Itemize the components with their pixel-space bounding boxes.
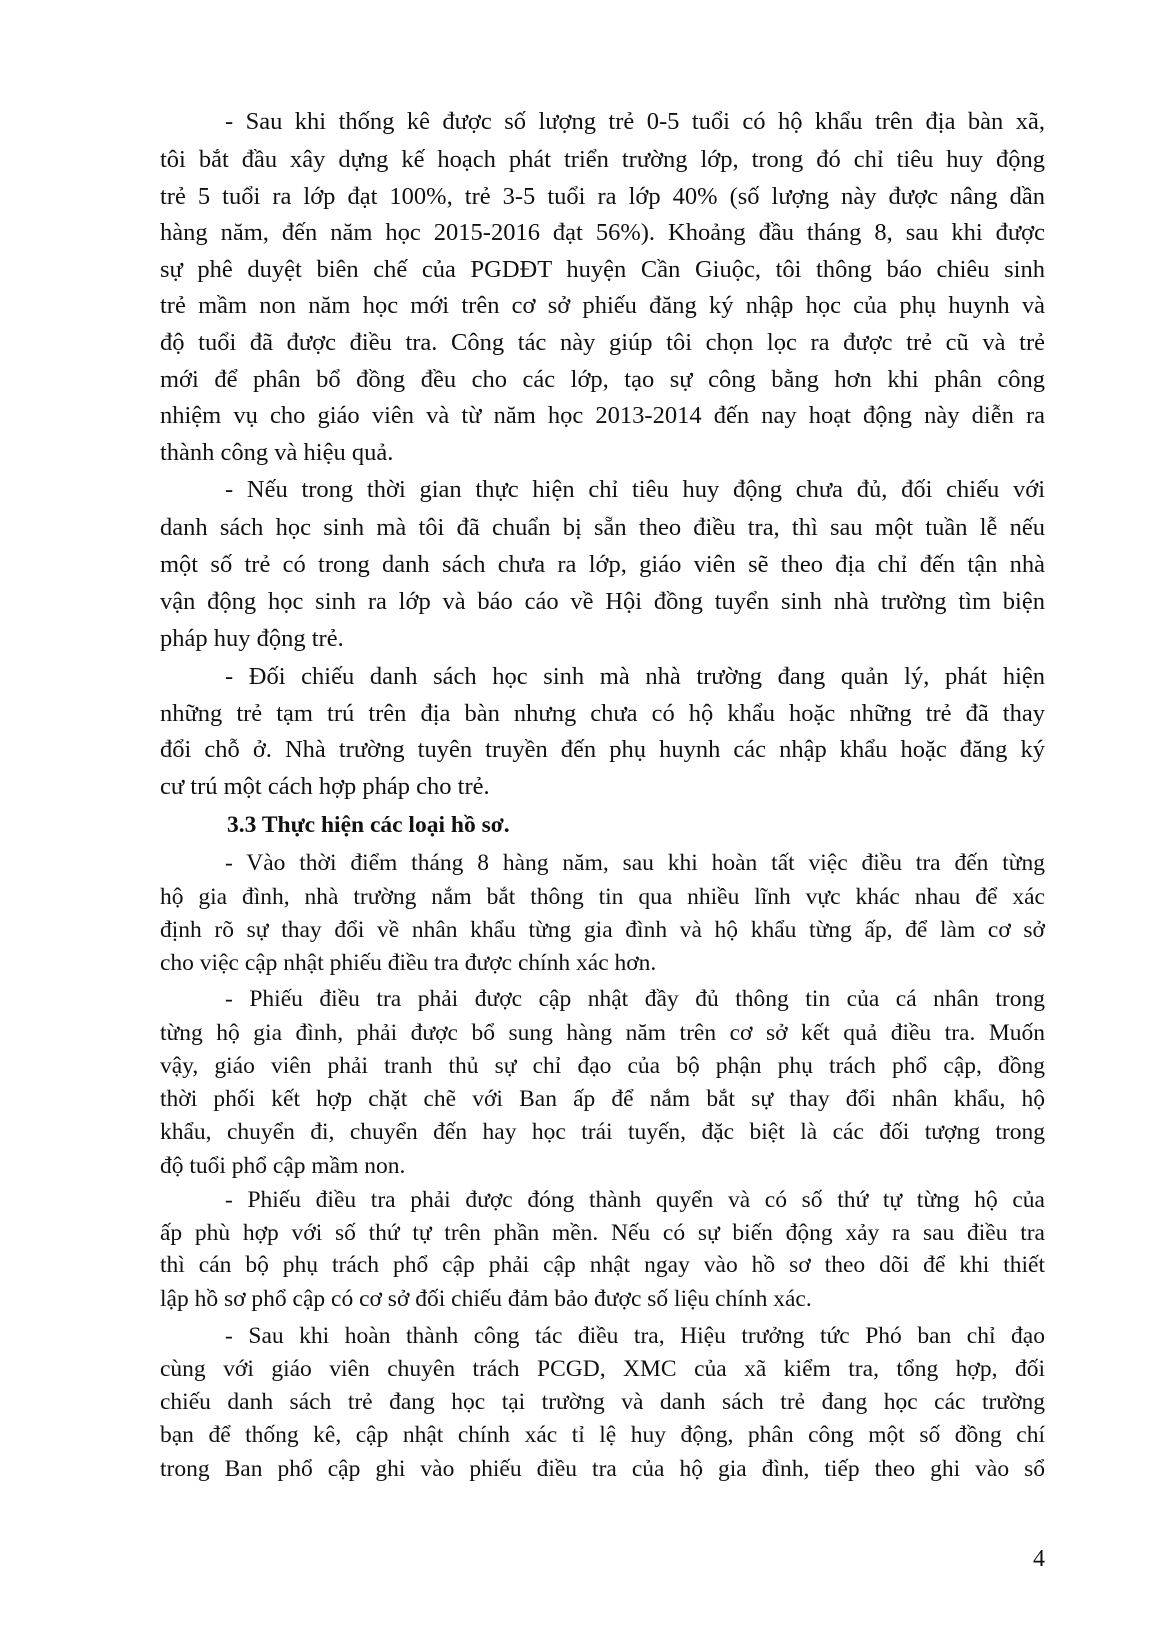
- text-line: sự phê duyệt biên chế của PGDĐT huyện Cần Giuộc, tôi thông báo chiêu sinh: [160, 256, 1045, 283]
- text-line: - Phiếu điều tra phải được đóng thành quyển và có số thứ tự từng hộ của: [225, 1187, 1045, 1213]
- section-heading: 3.3 Thực hiện các loại hồ sơ.: [227, 812, 510, 838]
- text-line: thời phối kết hợp chặt chẽ với Ban ấp để nắm bắt sự thay đổi nhân khẩu, hộ: [160, 1086, 1045, 1112]
- text-line: khẩu, chuyển đi, chuyển đến hay học trái tuyến, đặc biệt là các đối tượng trong: [160, 1119, 1045, 1145]
- text-line: cư trú một cách hợp pháp cho trẻ.: [160, 773, 490, 800]
- text-line: - Phiếu điều tra phải được cập nhật đầy đủ thông tin của cá nhân trong: [225, 986, 1045, 1012]
- text-line: vậy, giáo viên phải tranh thủ sự chỉ đạo của bộ phận phụ trách phổ cập, đồng: [160, 1053, 1045, 1079]
- text-line: cho việc cập nhật phiếu điều tra được chính xác hơn.: [160, 950, 657, 976]
- text-line: định rõ sự thay đổi về nhân khẩu từng gia đình và hộ khẩu từng ấp, để làm cơ sở: [160, 917, 1045, 943]
- text-line: - Đối chiếu danh sách học sinh mà nhà trường đang quản lý, phát hiện: [225, 663, 1045, 690]
- text-line: đổi chỗ ở. Nhà trường tuyên truyền đến phụ huynh các nhập khẩu hoặc đăng ký: [160, 736, 1045, 763]
- text-line: một số trẻ có trong danh sách chưa ra lớp, giáo viên sẽ theo địa chỉ đến tận nhà: [160, 551, 1045, 578]
- page-number: 4: [1033, 1546, 1045, 1572]
- text-line: - Vào thời điểm tháng 8 hàng năm, sau khi hoàn tất việc điều tra đến từng: [225, 850, 1045, 876]
- text-line: - Sau khi hoàn thành công tác điều tra, Hiệu trưởng tức Phó ban chỉ đạo: [225, 1323, 1045, 1349]
- text-line: độ tuổi đã được điều tra. Công tác này giúp tôi chọn lọc ra được trẻ cũ và trẻ: [160, 329, 1045, 356]
- text-line: trẻ 5 tuổi ra lớp đạt 100%, trẻ 3-5 tuổi ra lớp 40% (số lượng này được nâng dần: [160, 183, 1045, 210]
- text-line: - Nếu trong thời gian thực hiện chỉ tiêu huy động chưa đủ, đối chiếu với: [225, 476, 1045, 503]
- text-line: hộ gia đình, nhà trường nắm bắt thông tin qua nhiều lĩnh vực khác nhau để xác: [160, 884, 1045, 910]
- text-line: trong Ban phổ cập ghi vào phiếu điều tra của hộ gia đình, tiếp theo ghi vào sổ: [160, 1456, 1045, 1482]
- text-line: thì cán bộ phụ trách phổ cập phải cập nhật ngay vào hồ sơ theo dõi để khi thiết: [160, 1252, 1045, 1278]
- text-line: thành công và hiệu quả.: [160, 439, 394, 466]
- text-line: hàng năm, đến năm học 2015-2016 đạt 56%). Khoảng đầu tháng 8, sau khi được: [160, 219, 1045, 246]
- text-line: từng hộ gia đình, phải được bổ sung hàng năm trên cơ sở kết quả điều tra. Muốn: [160, 1020, 1045, 1046]
- text-line: vận động học sinh ra lớp và báo cáo về Hội đồng tuyển sinh nhà trường tìm biện: [160, 588, 1045, 615]
- text-line: bạn để thống kê, cập nhật chính xác tỉ lệ huy động, phân công một số đồng chí: [160, 1422, 1045, 1448]
- text-line: ấp phù hợp với số thứ tự trên phần mền. Nếu có sự biến động xảy ra sau điều tra: [160, 1220, 1045, 1246]
- text-line: - Sau khi thống kê được số lượng trẻ 0-5 tuổi có hộ khẩu trên địa bàn xã,: [225, 108, 1045, 135]
- text-line: tôi bắt đầu xây dựng kế hoạch phát triển trường lớp, trong đó chỉ tiêu huy động: [160, 146, 1045, 173]
- text-line: danh sách học sinh mà tôi đã chuẩn bị sẵn theo điều tra, thì sau một tuần lễ nếu: [160, 514, 1045, 541]
- text-line: trẻ mầm non năm học mới trên cơ sở phiếu đăng ký nhập học của phụ huynh và: [160, 292, 1045, 319]
- text-line: lập hồ sơ phổ cập có cơ sở đối chiếu đảm bảo được số liệu chính xác.: [160, 1286, 812, 1312]
- text-line: những trẻ tạm trú trên địa bàn nhưng chưa có hộ khẩu hoặc những trẻ đã thay: [160, 700, 1045, 727]
- text-line: cùng với giáo viên chuyên trách PCGD, XMC của xã kiểm tra, tổng hợp, đối: [160, 1356, 1045, 1382]
- text-line: nhiệm vụ cho giáo viên và từ năm học 2013-2014 đến nay hoạt động này diễn ra: [160, 402, 1045, 429]
- text-line: mới để phân bổ đồng đều cho các lớp, tạo sự công bằng hơn khi phân công: [160, 366, 1045, 393]
- text-line: chiếu danh sách trẻ đang học tại trường và danh sách trẻ đang học các trường: [160, 1389, 1045, 1415]
- text-line: pháp huy động trẻ.: [160, 625, 344, 652]
- text-line: độ tuổi phổ cập mầm non.: [160, 1153, 406, 1179]
